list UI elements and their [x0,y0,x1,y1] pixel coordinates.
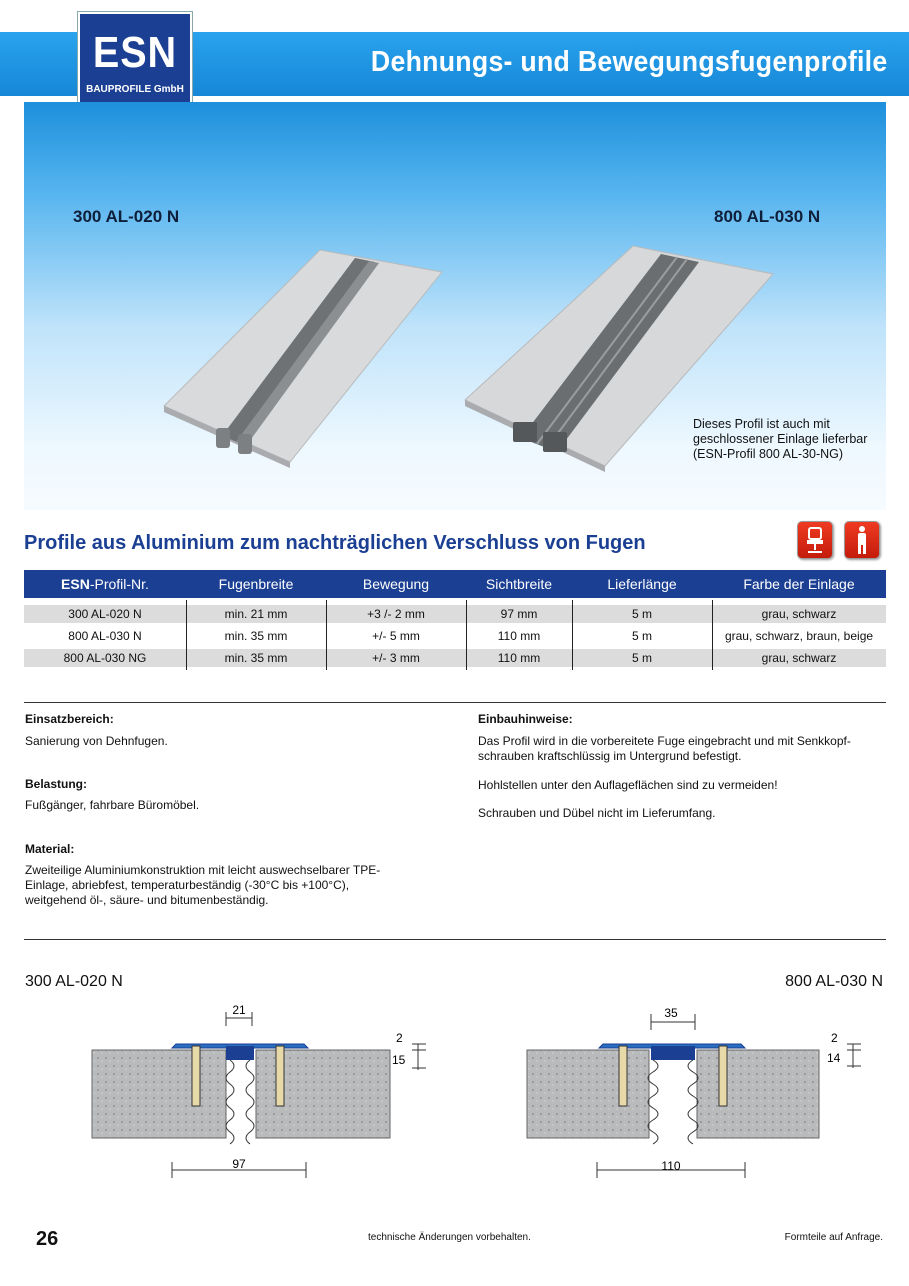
table-cell: 800 AL-030 NG [63,651,147,665]
dim-height: 14 [827,1051,841,1065]
product-label-right: 800 AL-030 N [714,207,821,226]
table-divider [712,600,713,670]
drawing-label-right: 800 AL-030 N [785,973,883,990]
section-drawing-800 [515,1000,885,1200]
belastung-text: Fußgänger, fahrbare Büromöbel. [25,798,200,812]
profile-image-300 [150,240,460,470]
page-title: Dehnungs- und Bewegungsfugenprofile [370,46,887,78]
col-header-farbe: Farbe der Einlage [743,576,855,592]
material-heading: Material: [25,842,75,856]
table-cell: 5 m [631,629,652,643]
table-cell: min. 35 mm [224,651,288,665]
table-cell: +/- 3 mm [372,651,420,665]
material-line: Einlage, abriebfest, temperaturbeständig (-30°C bis +100°C), [25,878,350,892]
einbau-note: Schrauben und Dübel nicht im Lieferumfang. [478,806,716,820]
material-text [25,863,380,908]
table-cell: +/- 5 mm [372,629,420,643]
einbau-text [478,734,851,764]
table-cell: grau, schwarz, braun, beige [724,629,874,643]
table-divider [466,600,467,670]
belastung-heading: Belastung: [25,777,88,791]
footer-note: technische Änderungen vorbehalten. [368,1232,531,1243]
logo-subtitle: BAUPROFILE GmbH [86,84,184,95]
dim-gap: 21 [232,1003,246,1017]
einbau-heading: Einbauhinweise: [478,712,573,726]
hero-note-line: (ESN-Profil 800 AL-30-NG) [693,447,844,461]
table-cell: 5 m [631,651,652,665]
table-divider [186,600,187,670]
table-cell: 97 mm [500,607,538,621]
table-row [24,605,886,623]
table-cell: grau, schwarz [761,607,837,621]
table-row [24,649,886,667]
einsatz-text: Sanierung von Dehnfugen. [25,734,168,748]
hero-note [693,417,883,462]
table-cell: 110 mm [497,629,541,643]
einbau-note: Hohlstellen unter den Auflageflächen sind zu vermeiden! [478,778,778,792]
einbau-line: Das Profil wird in die vorbereitete Fuge eingebracht und mit Senkkopf- [478,734,851,748]
table-divider [326,600,327,670]
section-drawing-300 [80,1000,450,1200]
office-chair-icon [797,521,833,559]
dim-height: 15 [392,1053,406,1067]
pedestrian-icon [844,521,880,559]
col-header-fugenbreite: Fugenbreite [218,576,294,592]
drawing-label-left: 300 AL-020 N [25,973,123,990]
einbau-line: schrauben kraftschlüssig im Untergrund befestigt. [478,749,742,763]
dim-gap: 35 [664,1006,678,1020]
dim-width: 110 [661,1159,681,1173]
divider [24,939,886,940]
product-label-left: 300 AL-020 N [73,207,180,226]
table-divider [572,600,573,670]
col-header-lieferlaenge: Lieferlänge [607,576,677,592]
col-header-profil: ESN-Profil-Nr. [61,576,149,592]
hero-note-line: geschlossener Einlage lieferbar [693,432,868,446]
dim-width: 97 [232,1157,246,1171]
table-cell: min. 21 mm [224,607,288,621]
table-cell: 300 AL-020 N [68,607,142,621]
table-cell: grau, schwarz [761,651,837,665]
hero-note-line: Dieses Profil ist auch mit [693,417,830,431]
table-cell: min. 35 mm [224,629,288,643]
divider [24,702,886,703]
page-number: 26 [36,1228,59,1250]
table-row [24,627,886,645]
material-line: weitgehend öl-, säure- und bitumenbeständig. [25,893,269,907]
col-header-bewegung: Bewegung [362,576,430,592]
footer-note-right: Formteile auf Anfrage. [784,1232,883,1243]
section-heading: Profile aus Aluminium zum nachträglichen Verschluss von Fugen [24,532,646,554]
einsatz-heading: Einsatzbereich: [25,712,114,726]
table-cell: +3 /- 2 mm [367,607,425,621]
logo-text: ESN [92,28,178,77]
table-cell: 800 AL-030 N [68,629,142,643]
material-line: Zweiteilige Aluminiumkonstruktion mit leicht auswechselbarer TPE- [25,863,381,877]
table-cell: 110 mm [497,651,541,665]
col-header-sichtbreite: Sichtbreite [485,576,553,592]
table-cell: 5 m [631,607,652,621]
dim-top: 2 [396,1031,403,1045]
dim-top: 2 [831,1031,838,1045]
